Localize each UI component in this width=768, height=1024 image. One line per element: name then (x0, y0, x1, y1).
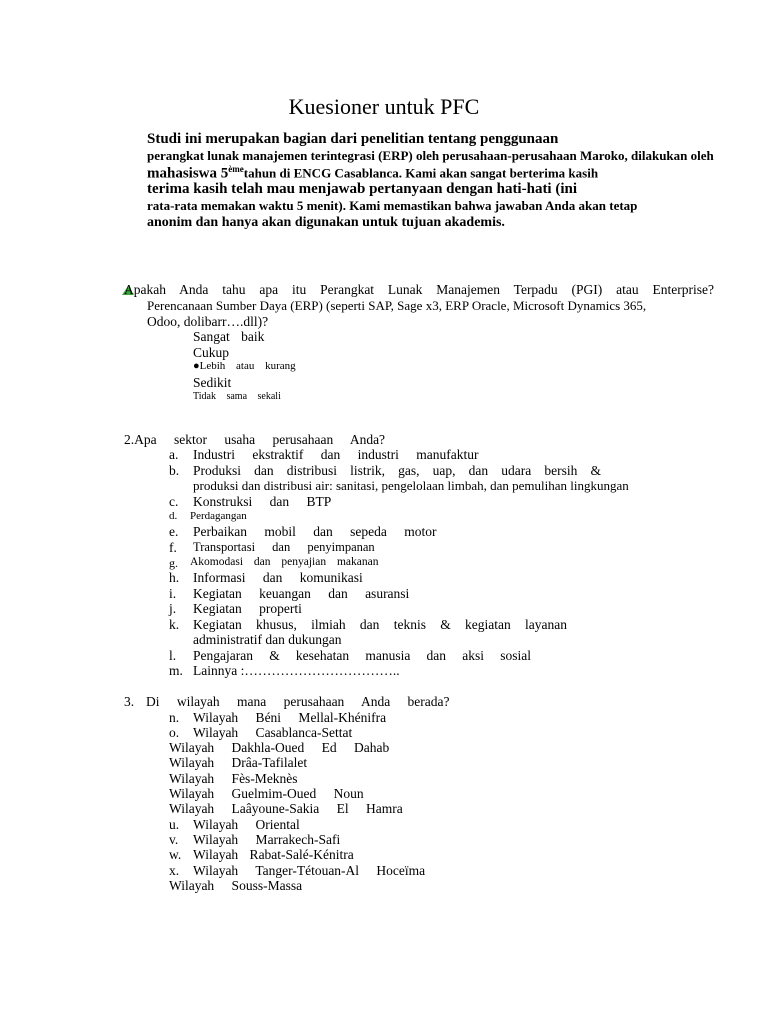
q2-option-b-letter: b. (169, 463, 180, 478)
q2-option-b-continued: produksi dan distribusi air: sanitasi, pengelolaan limbah, dan pemulihan lingkungan (193, 478, 629, 493)
q3-option-x-letter: x. (169, 863, 180, 878)
q2-option-k-letter: k. (169, 617, 180, 632)
q2-option-k-continued: administratif dan dukungan (193, 632, 342, 647)
page-title: Kuesioner untuk PFC (288, 94, 480, 119)
q3-option-v[interactable]: Wilayah Marrakech-Safi (193, 832, 341, 847)
q2-option-a[interactable]: Industri ekstraktif dan industri manufaktur (193, 447, 479, 462)
q2-option-h[interactable]: Informasi dan komunikasi (193, 570, 363, 585)
q2-option-k[interactable]: Kegiatan khusus, ilmiah dan teknis & kegiatan layanan (193, 617, 567, 632)
q2-option-l-letter: l. (169, 648, 177, 663)
q3-option-x[interactable]: Wilayah Tanger-Tétouan-Al Hoceïma (193, 863, 426, 878)
q2-option-i[interactable]: Kegiatan keuangan dan asuransi (193, 586, 410, 601)
q2-option-i-letter: i. (169, 586, 177, 601)
q3-option-w[interactable]: Wilayah Rabat-Salé-Kénitra (193, 847, 354, 862)
q3-option-laayoune[interactable]: Wilayah Laâyoune-Sakia El Hamra (169, 801, 403, 816)
q3-option-v-letter: v. (169, 832, 179, 847)
q2-option-f[interactable]: Transportasi dan penyimpanan (193, 540, 375, 554)
q2-option-m-letter: m. (169, 663, 183, 678)
q2-option-b[interactable]: Produksi dan distribusi listrik, gas, uap, dan udara bersih & (193, 463, 601, 478)
q3-option-souss[interactable]: Wilayah Souss-Massa (169, 878, 303, 893)
q2-option-l[interactable]: Pengajaran & kesehatan manusia dan aksi sosial (193, 648, 531, 663)
q3-option-fes[interactable]: Wilayah Fès-Meknès (169, 771, 298, 786)
q3-option-w-letter: w. (169, 847, 182, 862)
q2-option-e-letter: e. (169, 524, 179, 539)
q2-option-g[interactable]: Akomodasi dan penyajian makanan (190, 556, 379, 568)
q2-option-g-letter: g. (169, 556, 178, 570)
q1-option-4[interactable]: Sedikit (193, 375, 232, 390)
intro-line-5: rata-rata memakan waktu 5 menit). Kami memastikan bahwa jawaban Anda akan tetap (147, 198, 638, 213)
intro-superscript: ème (228, 164, 244, 174)
q3-option-o-letter: o. (169, 725, 180, 740)
intro-line-2: perangkat lunak manajemen terintegrasi (ERP) oleh perusahaan-perusahaan Maroko, dilakukan oleh (147, 148, 714, 163)
q2-option-e[interactable]: Perbaikan mobil dan sepeda motor (193, 524, 437, 539)
q1-option-1[interactable]: Sangat baik (193, 329, 265, 344)
q2-option-d-letter: d. (169, 510, 178, 522)
q1-line-1: Apakah Anda tahu apa itu Perangkat Lunak Manajemen Terpadu (PGI) atau Enterprise? (124, 282, 714, 297)
q2-option-c-letter: c. (169, 494, 179, 509)
q3-option-u[interactable]: Wilayah Oriental (193, 817, 300, 832)
q3-number: 3. (124, 694, 135, 709)
q3-option-n[interactable]: Wilayah Béni Mellal-Khénifra (193, 710, 387, 725)
q3-option-u-letter: u. (169, 817, 180, 832)
intro-line-4: terima kasih telah mau menjawab pertanyaan dengan hati-hati (ini (147, 181, 578, 197)
q3-option-dakhla[interactable]: Wilayah Dakhla-Oued Ed Dahab (169, 740, 390, 755)
q1-line-2: Perencanaan Sumber Daya (ERP) (seperti SAP, Sage x3, ERP Oracle, Microsoft Dynamics 365, (147, 298, 647, 313)
q3-option-o[interactable]: Wilayah Casablanca-Settat (193, 725, 353, 740)
q3-option-n-letter: n. (169, 710, 180, 725)
q2-question: 2.Apa sektor usaha perusahaan Anda? (124, 432, 386, 447)
q2-option-d[interactable]: Perdagangan (190, 510, 247, 522)
q2-option-j-letter: j. (169, 601, 177, 616)
q2-option-j[interactable]: Kegiatan properti (193, 601, 302, 616)
intro-line-3-end: tahun di ENCG Casablanca. Kami akan sangat berterima kasih (243, 165, 599, 181)
q2-option-h-letter: h. (169, 570, 180, 585)
q2-option-m[interactable]: Lainnya :…………………………….. (193, 663, 400, 678)
q1-line-3: Odoo, dolibarr….dll)? (147, 314, 269, 329)
q3-question: Di wilayah mana perusahaan Anda berada? (146, 694, 450, 709)
q2-option-a-letter: a. (169, 447, 179, 462)
intro-line-3 (147, 164, 598, 182)
q3-option-draa[interactable]: Wilayah Drâa-Tafilalet (169, 755, 308, 770)
intro-line-3-start: mahasiswa 5 (147, 165, 229, 182)
q2-option-f-letter: f. (169, 540, 177, 555)
q3-option-guelmim[interactable]: Wilayah Guelmim-Oued Noun (169, 786, 364, 801)
q2-option-c[interactable]: Konstruksi dan BTP (193, 494, 332, 509)
q1-option-5[interactable]: Tidak sama sekali (193, 391, 281, 402)
q1-option-2[interactable]: Cukup (193, 345, 230, 360)
intro-line-1: Studi ini merupakan bagian dari penelitian tentang penggunaan (147, 131, 559, 147)
q1-option-3[interactable]: ●Lebih atau kurang (193, 360, 296, 372)
intro-line-6: anonim dan hanya akan digunakan untuk tujuan akademis. (147, 215, 505, 230)
